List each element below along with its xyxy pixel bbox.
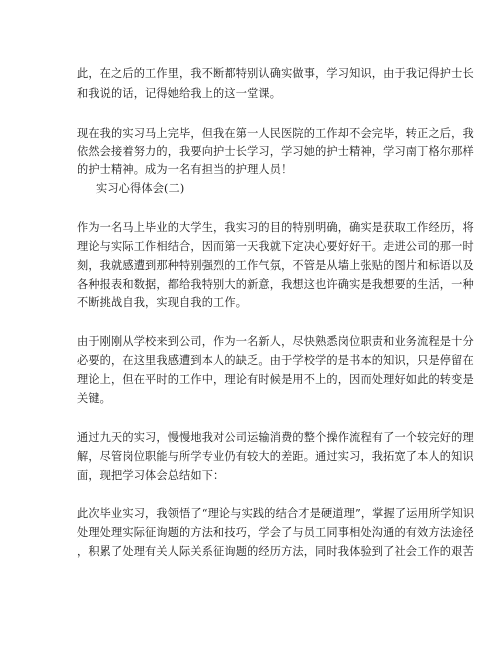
paragraph-2-line-3: 的护士精神。成为一名有担当的护理人员！ <box>77 163 293 176</box>
paragraph-3-line-5: 不断挑战自我，实现自我的工作。 <box>77 296 248 309</box>
paragraph-6-line-2: 处理处理实际征询题的方法和技巧，学会了与员工同事相处沟通的有效方法途径 <box>77 526 474 539</box>
paragraph-3-line-3: 刻，我就感遭到那种特别强烈的工作气氛，不管是从墙上张贴的图片和标语以及 <box>77 259 474 272</box>
paragraph-5-line-3: 面，现把学习体会总结如下： <box>77 469 225 482</box>
section-heading: 实习心得体会(二) <box>96 182 185 195</box>
paragraph-4-line-1: 由于刚刚从学校来到公司，作为一名新人，尽快熟悉岗位职责和业务流程是十分 <box>77 335 474 348</box>
paragraph-2-line-1: 现在我的实习马上完毕，但我在第一人民医院的工作却不会完毕，转正之后，我 <box>77 127 474 140</box>
paragraph-4-line-3: 理论上，但在平时的工作中，理论有时候是用不上的，因而处理好如此的转变是 <box>77 373 474 386</box>
paragraph-5-line-2: 解，尽管岗位职能与所学专业仍有较大的差距。通过实习，我拓宽了本人的知识 <box>77 450 474 463</box>
paragraph-3-line-4: 各种报表和数据，都给我特别大的新意，我想这也许确实是我想要的生活，一种 <box>77 278 474 291</box>
paragraph-6-line-3: ，积累了处理有关人际关系征询题的经历方法，同时我体验到了社会工作的艰苦 <box>77 545 474 558</box>
paragraph-2-line-2: 依然会接着努力的，我要向护士长学习，学习她的护士精神，学习南丁格尔那样 <box>77 145 474 158</box>
paragraph-5-line-1: 通过九天的实习，慢慢地我对公司运输消费的整个操作流程有了一个较完好的理 <box>77 431 474 444</box>
paragraph-4-line-2: 必要的，在这里我感遭到本人的缺乏。由于学校学的是书本的知识，只是停留在 <box>77 354 474 367</box>
paragraph-4-line-4: 关键。 <box>77 392 112 405</box>
paragraph-3-line-1: 作为一名马上毕业的大学生，我实习的目的特别明确，确实是获取工作经历，将 <box>77 221 474 234</box>
paragraph-1-line-1: 此，在之后的工作里，我不断都特别认确实做事，学习知识，由于我记得护士长 <box>77 67 474 80</box>
paragraph-6-line-1: 此次毕业实习，我领悟了“理论与实践的结合才是硬道理”，掌握了运用所学知识 <box>77 507 475 520</box>
paragraph-1-line-2: 和我说的话，记得她给我上的这一堂课。 <box>77 87 282 100</box>
paragraph-3-line-2: 理论与实际工作相结合，因而第一天我就下定决心要好好干。走进公司的那一时 <box>77 240 474 253</box>
